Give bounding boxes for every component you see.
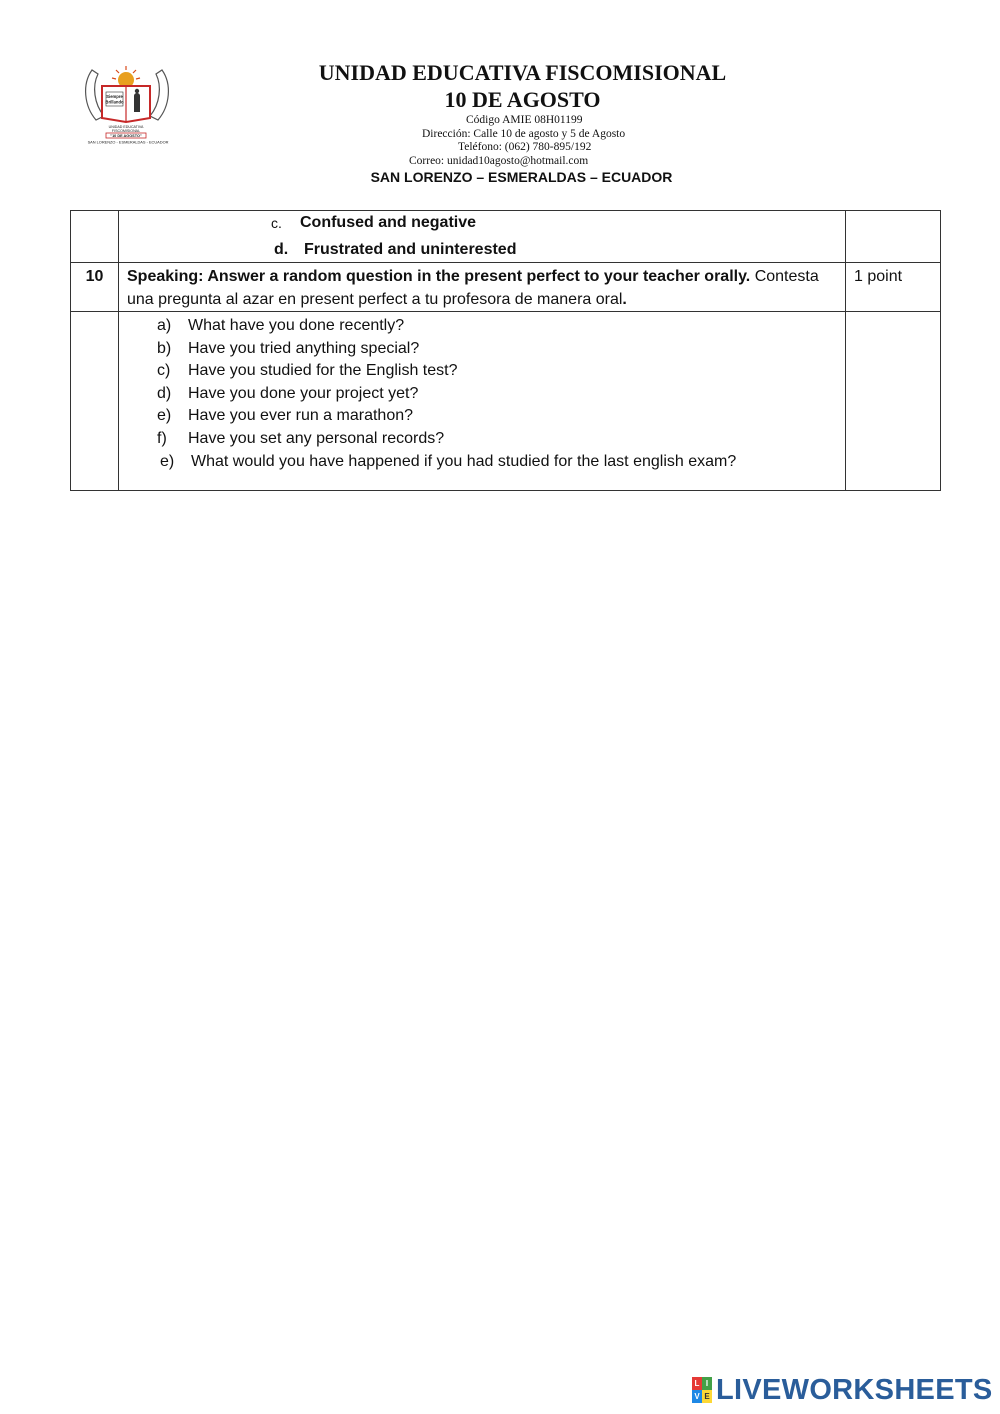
svg-text:"10 DE AGOSTO": "10 DE AGOSTO" [110, 134, 142, 138]
table-row [71, 263, 941, 312]
brand-text: LIVEWORKSHEETS [716, 1373, 993, 1406]
school-name: 10 DE AGOSTO [444, 87, 601, 112]
school-title: UNIDAD EDUCATIVA FISCOMISIONAL [318, 60, 727, 85]
svg-text:UNIDAD EDUCATIVA: UNIDAD EDUCATIVA [108, 125, 144, 129]
list-item: b) Have you tried anything special? [157, 339, 420, 357]
question-number: 10 [71, 263, 119, 312]
list-item: c) Have you studied for the English test? [157, 362, 458, 380]
list-item: a) What have you done recently? [157, 317, 405, 334]
direccion: Dirección: Calle 10 de agosto y 5 de Agosto [422, 128, 626, 140]
table-row [71, 211, 941, 263]
svg-text:SAN LORENZO - ESMERALDAS - ECU: SAN LORENZO - ESMERALDAS - ECUADOR [87, 139, 169, 145]
option-d: d. Frustrated and uninterested [274, 241, 517, 258]
liveworksheets-brand[interactable] [692, 1375, 993, 1405]
liveworksheets-logo-icon: L I V E [692, 1377, 712, 1403]
previous-options-cell [119, 211, 846, 263]
telefono: Teléfono: (062) 780-895/192 [458, 141, 592, 153]
svg-text:Siempre: Siempre [106, 94, 123, 99]
list-item: e) What would you have happened if you had studied for the last english exam? [160, 452, 737, 470]
svg-text:Brillando: Brillando [105, 99, 124, 105]
question-instruction: Speaking: Answer a random question in the present perfect to your teacher orally. Contesta una pregunta al azar en present perfect a tu profesora de manera oral. [119, 263, 846, 312]
option-c: c. Confused and negative [271, 214, 477, 231]
codigo-amie: Código AMIE 08H01199 [466, 114, 583, 126]
list-item: f) Have you set any personal records? [157, 429, 445, 447]
correo: Correo: unidad10agosto@hotmail.com [409, 155, 589, 167]
svg-text:FISCOMISIONAL: FISCOMISIONAL [111, 129, 141, 133]
question-points: 1 point [854, 268, 903, 285]
list-item: e) Have you ever run a marathon? [157, 407, 414, 425]
question-list [119, 312, 846, 491]
city-line: SAN LORENZO – ESMERALDAS – ECUADOR [370, 169, 673, 185]
exam-table [70, 210, 941, 491]
list-item: d) Have you done your project yet? [157, 384, 419, 402]
table-row [71, 312, 941, 491]
